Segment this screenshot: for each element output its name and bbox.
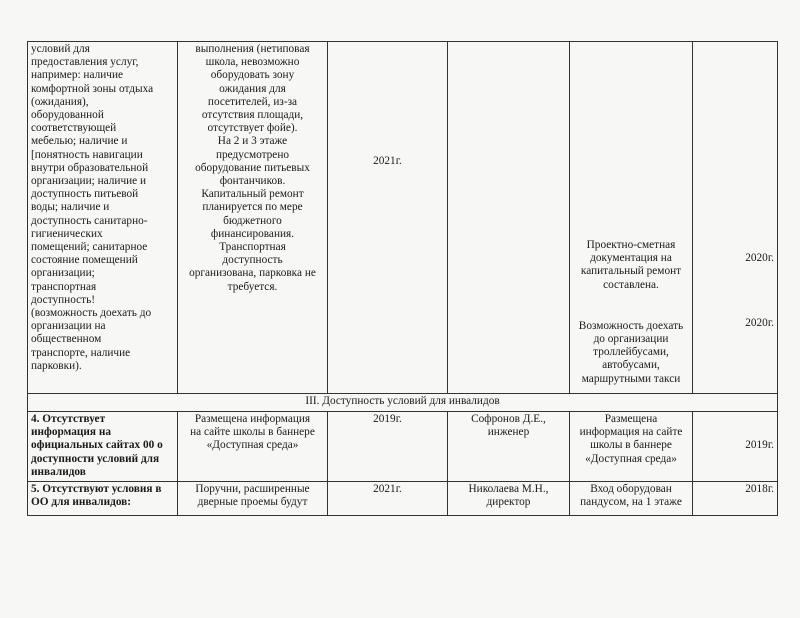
measure-cell: выполнения (нетиповая школа, невозможно оборудовать зону ожидания для посетителей, из-за отсутствия площади, отсутствует фойе). На 2 и 3 этаже предусмотрено оборудование питьевых фонтанчиков. Капитальный ремонт планируется по мере бюджетного финансирования. Транспортная доступность организована, парковка не требуется. xyxy=(178,42,328,394)
result-text-2: Возможность доехать до организации троллейбусами, автобусами, маршрутными такси xyxy=(578,319,684,385)
actual-date-cell xyxy=(693,412,778,482)
deadline-cell: 2019г. xyxy=(328,412,448,482)
problem-cell: условий для предоставления услуг, например: наличие комфортной зоны отдыха (ожидания), оборудованной соответствующей мебелью; наличие и [понятность навигации внутри образовательной организации; наличие и доступность питьевой воды; наличие и доступность санитарно- гигиенических помещений; санитарное состояние помещений организации; транспортная доступность! (возможность доехать до организации на общественном транспорте, наличие парковки). xyxy=(28,42,178,394)
responsible-cell: Николаева М.Н., директор xyxy=(448,482,570,516)
result-cell xyxy=(570,42,693,394)
actual-date-cell xyxy=(693,42,778,394)
measure-cell: Поручни, расширенные дверные проемы будут xyxy=(178,482,328,516)
result-cell: Вход оборудован пандусом, на 1 этаже xyxy=(570,482,693,516)
responsible-cell xyxy=(448,42,570,394)
report-table xyxy=(27,41,778,516)
actual-date-2: 2020г. xyxy=(745,317,774,330)
measure-cell: Размещена информация на сайте школы в баннере «Доступная среда» xyxy=(178,412,328,482)
table-row xyxy=(28,482,778,516)
section-row xyxy=(28,394,778,412)
deadline-cell xyxy=(328,42,448,394)
actual-date-cell: 2018г. xyxy=(693,482,778,516)
section-heading: III. Доступность условий для инвалидов xyxy=(28,394,778,412)
deadline-text: 2021г. xyxy=(373,155,402,167)
table-row xyxy=(28,42,778,394)
result-cell: Размещена информация на сайте школы в баннере «Доступная среда» xyxy=(570,412,693,482)
actual-date-1: 2020г. xyxy=(745,252,774,264)
responsible-cell: Софронов Д.Е., инженер xyxy=(448,412,570,482)
deadline-cell: 2021г. xyxy=(328,482,448,516)
actual-dates xyxy=(696,252,774,330)
table-row xyxy=(28,412,778,482)
actual-date: 2019г. xyxy=(745,439,774,451)
problem-cell: 5. Отсутствуют условия в ОО для инвалидов: xyxy=(28,482,178,516)
problem-cell: 4. Отсутствует информация на официальных сайтах 00 о доступности условий для инвалидов xyxy=(28,412,178,482)
result-text-1: Проектно-сметная документация на капитальный ремонт составлена. xyxy=(580,239,682,291)
